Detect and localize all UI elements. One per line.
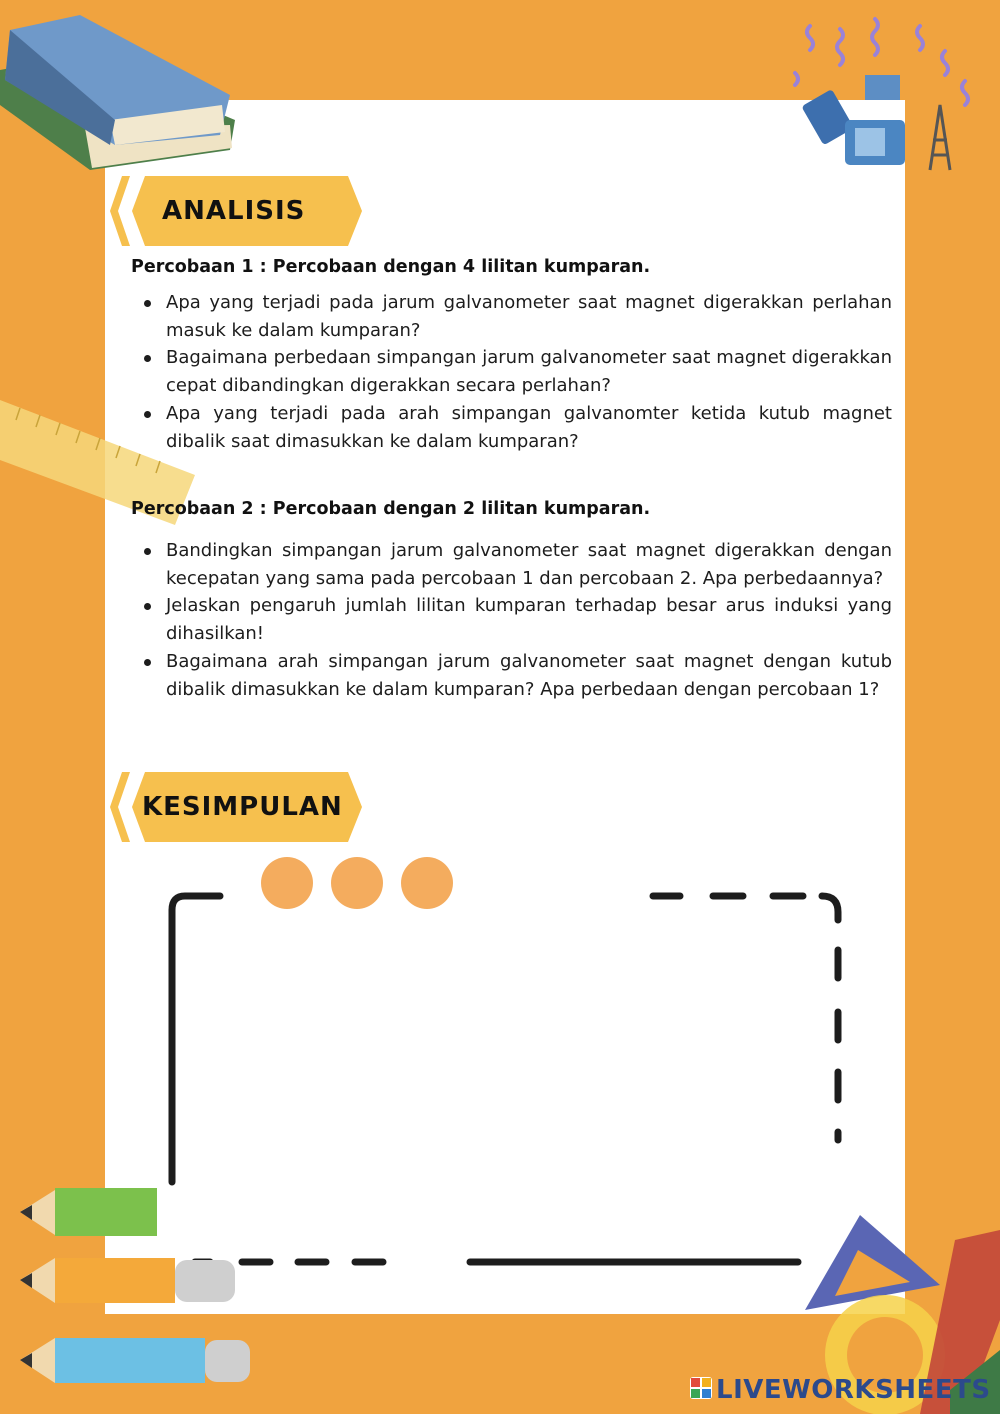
list-item: Bagaimana arah simpangan jarum galvanometer saat magnet dengan kutub dibalik dimasukkan ke dalam kumparan? Apa perbedaan dengan percobaan 1?	[166, 648, 892, 703]
experiment-2-questions	[142, 537, 892, 703]
conclusion-banner	[110, 772, 370, 842]
list-item: Apa yang terjadi pada arah simpangan galvanomter ketida kutub magnet dibalik saat dimasukkan ke dalam kumparan?	[166, 400, 892, 455]
analysis-title: ANALISIS	[162, 196, 306, 226]
liveworksheets-logo	[690, 1372, 991, 1408]
list-item: Bagaimana perbedaan simpangan jarum galvanometer saat magnet digerakkan cepat dibandingkan digerakkan secara perlahan?	[166, 344, 892, 399]
experiment-1-questions	[142, 289, 892, 455]
live-badge-icon	[690, 1377, 712, 1399]
decor-dot	[331, 857, 383, 909]
brand-name: LIVEWORKSHEETS	[716, 1375, 991, 1405]
list-item: Bandingkan simpangan jarum galvanometer saat magnet digerakkan dengan kecepatan yang sama pada percobaan 1 dan percobaan 2. Apa perbedaannya?	[166, 537, 892, 592]
experiment-2-heading: Percobaan 2 : Percobaan dengan 2 lilitan kumparan.	[131, 499, 651, 519]
list-item: Jelaskan pengaruh jumlah lilitan kumparan terhadap besar arus induksi yang dihasilkan!	[166, 592, 892, 647]
decor-dot	[261, 857, 313, 909]
electronics-illustration	[780, 10, 990, 180]
analysis-banner	[110, 176, 370, 246]
experiment-1-heading: Percobaan 1 : Percobaan dengan 4 lilitan kumparan.	[131, 257, 651, 277]
list-item: Apa yang terjadi pada jarum galvanometer saat magnet digerakkan perlahan masuk ke dalam kumparan?	[166, 289, 892, 344]
decor-dot	[401, 857, 453, 909]
conclusion-title: KESIMPULAN	[142, 792, 343, 822]
books-illustration	[0, 10, 240, 170]
pencils-illustration	[15, 1180, 265, 1395]
